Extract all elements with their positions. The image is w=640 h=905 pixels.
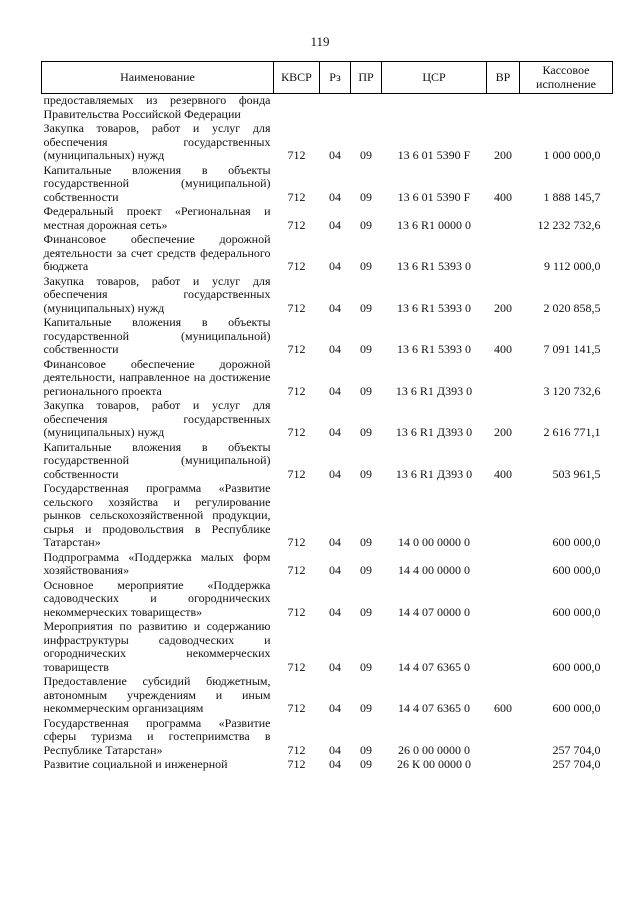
row-vr: 600	[494, 701, 512, 715]
row-rz: 04	[329, 742, 341, 757]
row-vr	[487, 94, 520, 123]
row-rz: 04	[329, 148, 341, 162]
row-name: Государственная программа «Развитие сферы туризма и гостеприимства в Республике Татарстан»	[43, 715, 271, 757]
table-row	[42, 164, 613, 206]
table-row	[42, 94, 613, 123]
table-row	[42, 441, 613, 483]
row-name: Развитие социальной и инженерной	[43, 757, 228, 771]
row-rz	[320, 94, 351, 123]
row-vr	[487, 233, 520, 275]
table-row	[42, 482, 613, 551]
row-kvsr: 712	[287, 563, 306, 577]
row-csr: 13 6 R1 5393 0	[396, 342, 471, 356]
row-kvsr: 712	[287, 259, 306, 273]
row-amount: 600 000,0	[552, 659, 601, 674]
row-pr: 09	[360, 148, 372, 162]
row-csr: 13 6 01 5390 F	[397, 148, 471, 162]
row-amount: 600 000,0	[552, 535, 601, 549]
row-rz: 04	[329, 217, 341, 232]
row-pr: 09	[360, 300, 372, 315]
row-pr	[351, 94, 382, 123]
row-name: Закупка товаров, работ и услуг для обеспечения государственных (муниципальных) нужд	[43, 273, 271, 315]
row-rz: 04	[329, 383, 341, 398]
table-body	[42, 94, 613, 773]
header-csr: ЦСР	[382, 62, 487, 94]
row-kvsr: 712	[287, 342, 306, 356]
header-name: Наименование	[42, 62, 274, 94]
row-kvsr: 712	[287, 189, 306, 204]
row-name: Капитальные вложения в объекты государственной (муниципальной) собственности	[43, 162, 271, 204]
row-csr: 14 4 00 0000 0	[398, 563, 470, 577]
row-amount: 12 232 732,6	[537, 217, 601, 232]
row-pr: 09	[360, 342, 372, 356]
row-amount: 503 961,5	[552, 466, 601, 481]
row-csr: 26 0 00 0000 0	[398, 742, 470, 757]
row-amount: 7 091 141,5	[543, 342, 601, 356]
row-name: Финансовое обеспечение дорожной деятельности, направленное на достижение регионального проекта	[43, 356, 271, 398]
row-rz: 04	[329, 342, 341, 356]
row-amount: 600 000,0	[552, 701, 601, 715]
row-name: Финансовое обеспечение дорожной деятельности за счет средств федерального бюджета	[43, 232, 271, 273]
budget-table	[41, 61, 613, 773]
row-amount: 2 616 771,1	[543, 425, 601, 439]
table-header-row	[42, 62, 613, 94]
row-pr: 09	[360, 535, 372, 549]
row-amount: 257 704,0	[552, 757, 601, 771]
table-row	[42, 675, 613, 717]
row-vr	[487, 551, 520, 579]
row-csr: 14 4 07 6365 0	[398, 701, 470, 715]
row-name: Мероприятия по развитию и содержанию инфраструктуры садоводческих и огороднических некоммерческих товариществ	[43, 619, 271, 674]
row-amount: 600 000,0	[552, 563, 601, 577]
row-pr: 09	[360, 742, 372, 757]
row-csr: 13 6 R1 5393 0	[396, 259, 471, 273]
row-vr	[487, 620, 520, 675]
row-csr: 14 4 07 0000 0	[398, 604, 470, 619]
table-row	[42, 205, 613, 233]
row-vr: 400	[494, 189, 512, 204]
row-name: Закупка товаров, работ и услуг для обеспечения государственных (муниципальных) нужд	[43, 398, 271, 439]
header-amount: Кассовое исполнение	[520, 62, 613, 94]
row-kvsr: 712	[287, 217, 306, 232]
table-row	[42, 233, 613, 275]
row-kvsr: 712	[287, 300, 306, 315]
row-name: Капитальные вложения в объекты государственной (муниципальной) собственности	[43, 439, 271, 481]
row-kvsr: 712	[287, 535, 306, 549]
row-vr: 200	[494, 300, 512, 315]
row-vr	[487, 758, 520, 773]
row-pr: 09	[360, 659, 372, 674]
row-csr: 13 6 01 5390 F	[397, 189, 471, 204]
table-row	[42, 122, 613, 164]
row-vr	[487, 579, 520, 621]
row-rz: 04	[329, 563, 341, 577]
header-pr: ПР	[351, 62, 382, 94]
row-vr: 400	[494, 466, 512, 481]
row-rz: 04	[329, 466, 341, 481]
row-name: Капитальные вложения в объекты государственной (муниципальной) собственности	[43, 315, 271, 356]
row-csr: 13 6 R1 5393 0	[396, 300, 471, 315]
row-rz: 04	[329, 701, 341, 715]
row-amount: 257 704,0	[552, 742, 601, 757]
table-row	[42, 717, 613, 759]
row-kvsr: 712	[287, 148, 306, 162]
row-kvsr: 712	[287, 757, 306, 771]
row-rz: 04	[329, 659, 341, 674]
row-vr	[487, 205, 520, 233]
row-pr: 09	[360, 701, 372, 715]
table-row	[42, 399, 613, 441]
row-name: Федеральный проект «Региональная и местная дорожная сеть»	[43, 204, 271, 232]
table-row	[42, 358, 613, 400]
row-csr	[382, 94, 487, 123]
row-kvsr: 712	[287, 701, 306, 715]
row-vr: 200	[494, 148, 512, 162]
row-vr	[487, 482, 520, 551]
row-kvsr: 712	[287, 604, 306, 619]
row-pr: 09	[360, 425, 372, 439]
page-number: 119	[310, 34, 330, 49]
row-rz: 04	[329, 604, 341, 619]
row-vr	[487, 717, 520, 759]
table-row	[42, 758, 613, 773]
row-rz: 04	[329, 300, 341, 315]
row-rz: 04	[329, 425, 341, 439]
row-kvsr: 712	[287, 425, 306, 439]
row-rz: 04	[329, 259, 341, 273]
row-amount: 2 020 858,5	[543, 300, 601, 315]
row-pr: 09	[360, 466, 372, 481]
row-vr: 200	[494, 425, 512, 439]
row-kvsr: 712	[287, 659, 306, 674]
row-pr: 09	[360, 383, 372, 398]
row-csr: 13 6 R1 Д393 0	[395, 425, 473, 439]
row-rz: 04	[329, 535, 341, 549]
row-csr: 26 К 00 0000 0	[396, 757, 471, 771]
row-pr: 09	[360, 217, 372, 232]
table-row	[42, 316, 613, 358]
row-amount: 1 000 000,0	[543, 148, 601, 162]
row-amount	[520, 94, 613, 123]
row-amount: 9 112 000,0	[543, 259, 601, 273]
row-pr: 09	[360, 604, 372, 619]
table-row	[42, 275, 613, 317]
row-csr: 13 6 R1 Д393 0	[395, 466, 473, 481]
row-csr: 13 6 R1 0000 0	[396, 217, 471, 232]
row-vr	[487, 358, 520, 400]
row-name: Предоставление субсидий бюджетным, автономным учреждениям и иным некоммерческим организациям	[43, 674, 271, 715]
row-amount: 600 000,0	[552, 604, 601, 619]
row-name: Государственная программа «Развитие сельского хозяйства и регулирование рынков сельскохозяйственной продукции, сырья и продовольствия в Республике Татарстан»	[43, 481, 271, 549]
row-amount: 3 120 732,6	[543, 383, 601, 398]
table-row	[42, 579, 613, 621]
row-kvsr: 712	[287, 383, 306, 398]
header-kvsr: КВСР	[274, 62, 320, 94]
row-amount: 1 888 145,7	[543, 189, 601, 204]
row-rz: 04	[329, 757, 341, 771]
header-vr: ВР	[487, 62, 520, 94]
row-csr: 13 6 R1 Д393 0	[395, 383, 473, 398]
row-name: предоставляемых из резервного фонда Правительства Российской Федерации	[43, 93, 271, 121]
row-name: Подпрограмма «Поддержка малых форм хозяйствования»	[43, 549, 271, 577]
row-pr: 09	[360, 757, 372, 771]
row-kvsr	[274, 94, 320, 123]
row-vr: 400	[494, 342, 512, 356]
row-rz: 04	[329, 189, 341, 204]
row-pr: 09	[360, 563, 372, 577]
row-csr: 14 0 00 0000 0	[398, 535, 470, 549]
table-row	[42, 551, 613, 579]
header-rz: Рз	[320, 62, 351, 94]
row-kvsr: 712	[287, 466, 306, 481]
row-name: Закупка товаров, работ и услуг для обеспечения государственных (муниципальных) нужд	[43, 121, 271, 162]
row-pr: 09	[360, 189, 372, 204]
table-row	[42, 620, 613, 675]
row-csr: 14 4 07 6365 0	[398, 659, 470, 674]
row-kvsr: 712	[287, 742, 306, 757]
row-name: Основное мероприятие «Поддержка садоводческих и огороднических некоммерческих товариществ»	[43, 577, 271, 619]
row-pr: 09	[360, 259, 372, 273]
